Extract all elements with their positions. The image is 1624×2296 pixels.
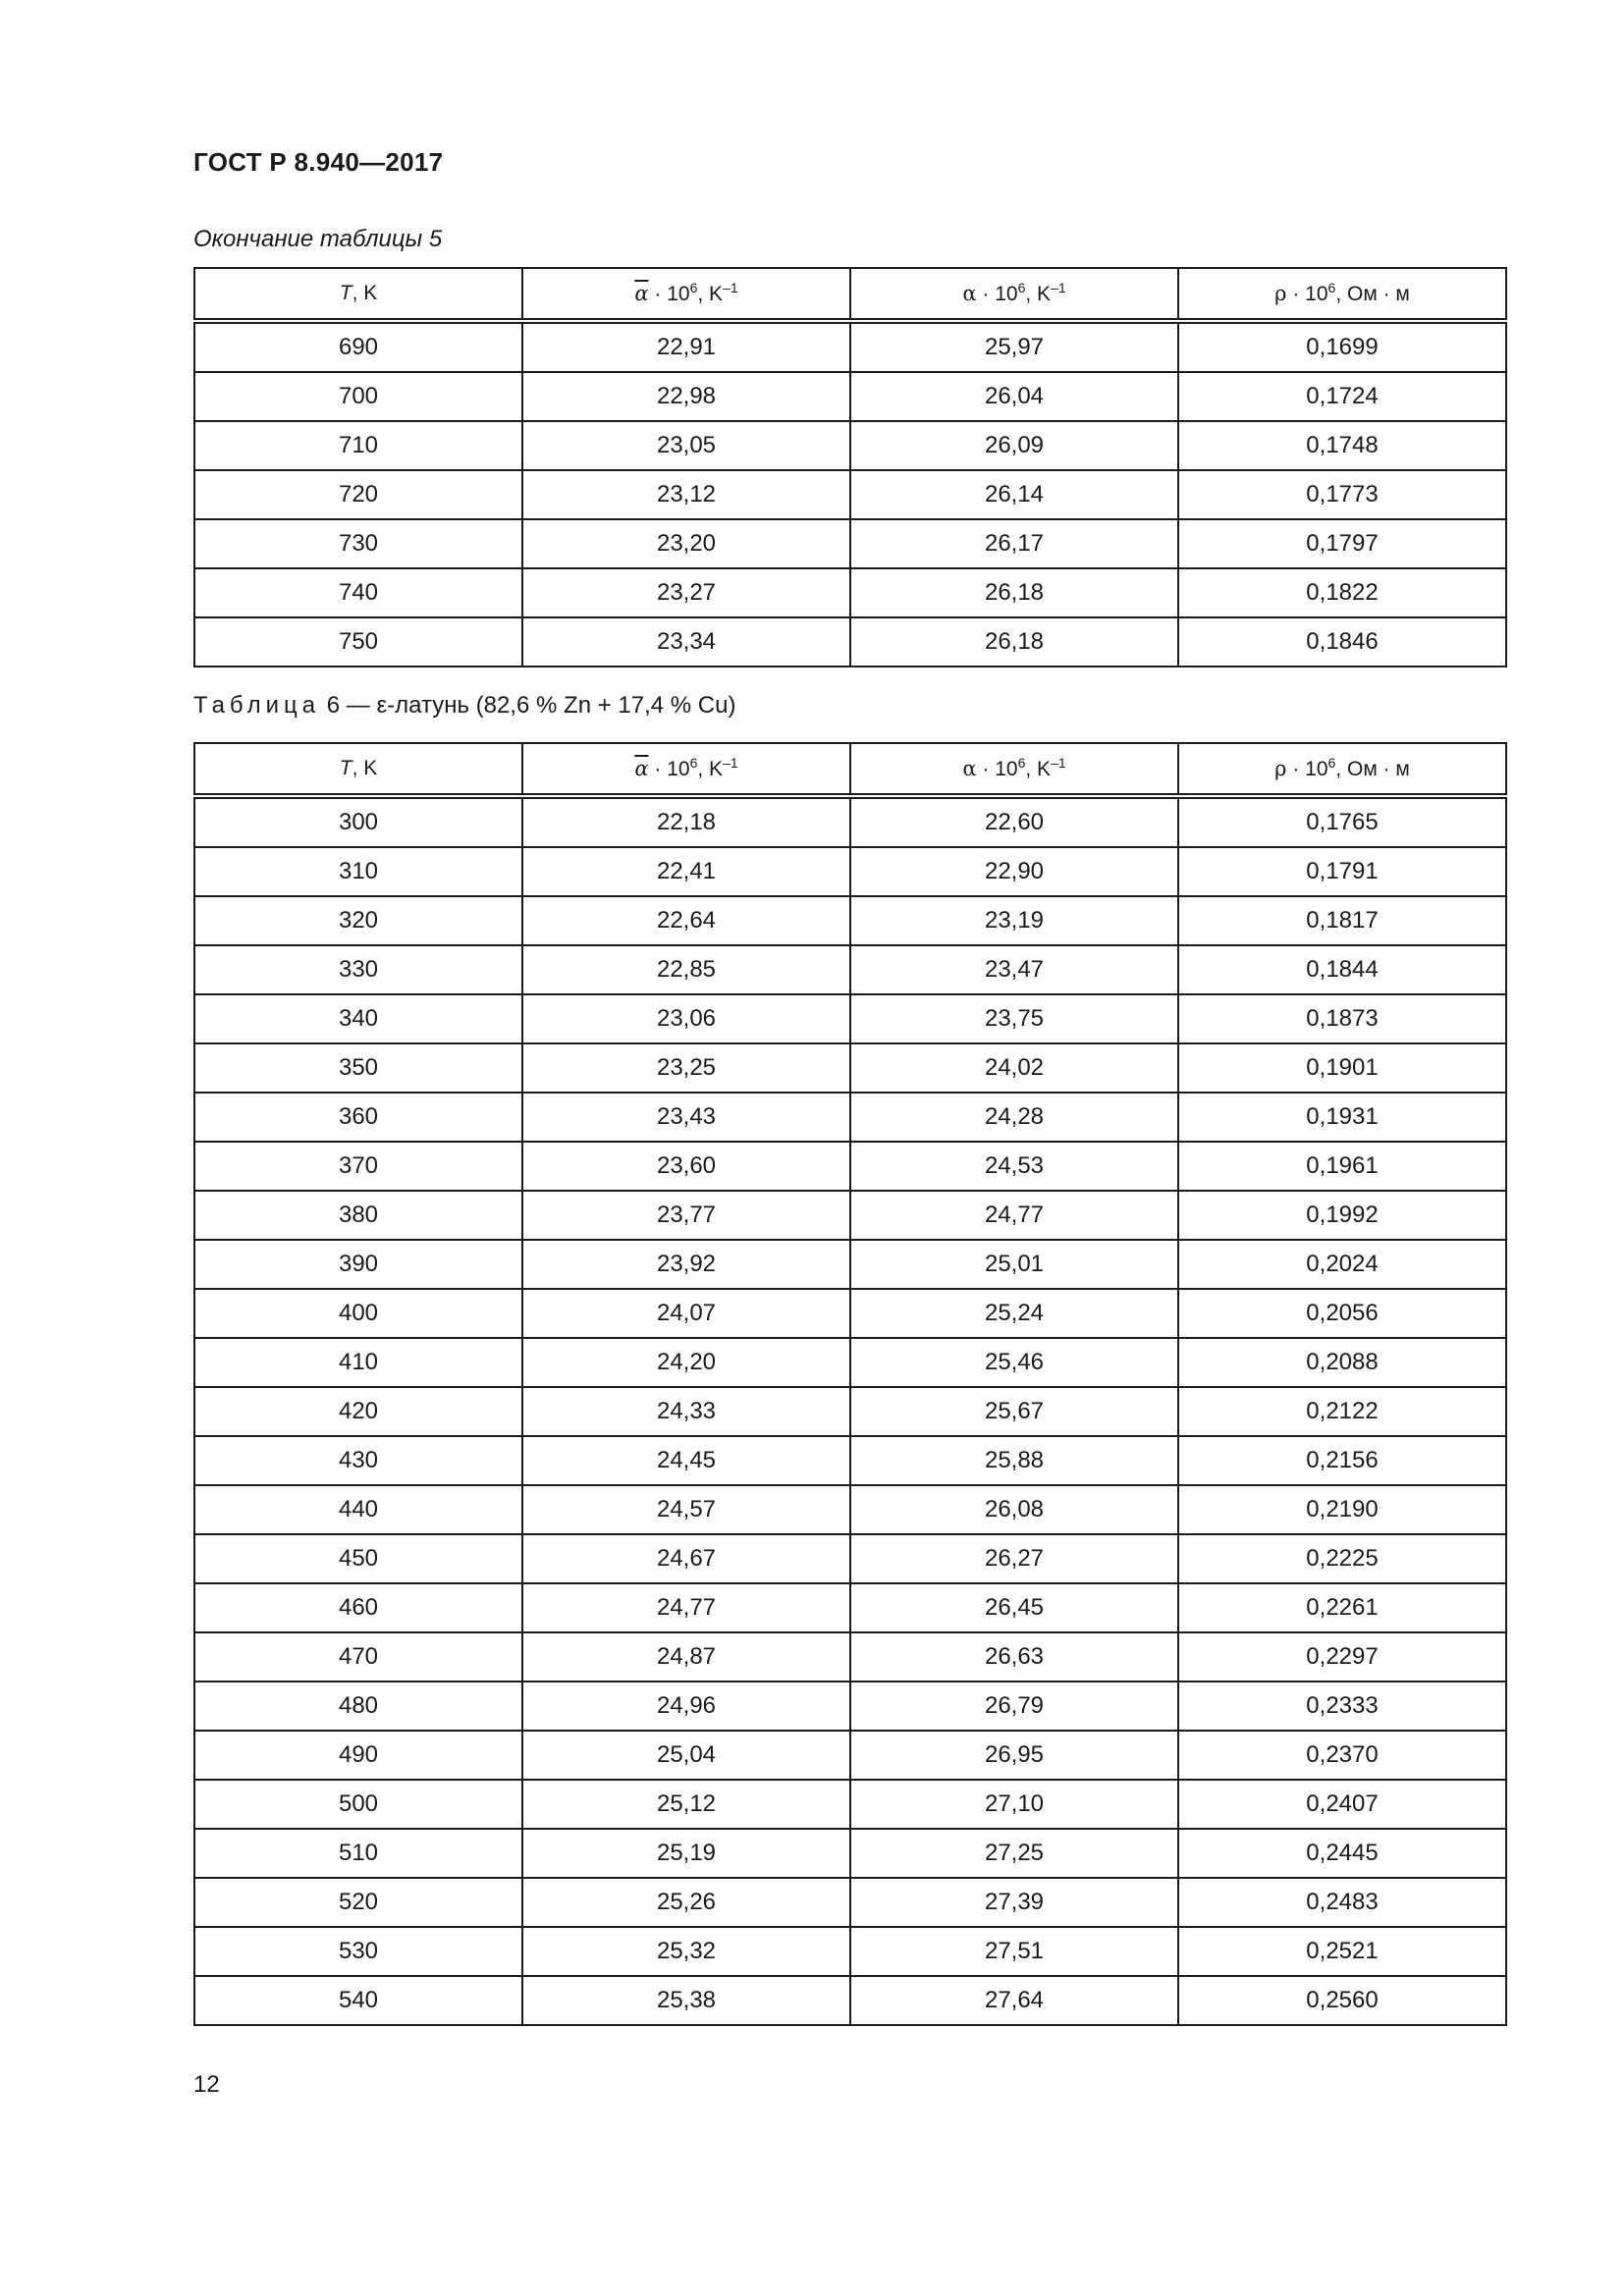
cell-resistivity: 0,1992 — [1178, 1191, 1506, 1240]
col-header-mean-expansion — [522, 268, 850, 321]
cell-resistivity: 0,1961 — [1178, 1142, 1506, 1191]
cell-temperature: 460 — [194, 1583, 522, 1632]
table6-body — [194, 796, 1506, 2025]
cell-resistivity: 0,2056 — [1178, 1289, 1506, 1338]
cell-expansion: 26,17 — [850, 519, 1178, 568]
cell-temperature: 530 — [194, 1927, 522, 1976]
table-row — [194, 994, 1506, 1043]
cell-temperature: 500 — [194, 1780, 522, 1829]
cell-temperature: 710 — [194, 421, 522, 470]
cell-temperature: 310 — [194, 847, 522, 896]
table-row — [194, 1583, 1506, 1632]
cell-mean-expansion: 25,12 — [522, 1780, 850, 1829]
cell-resistivity: 0,1765 — [1178, 796, 1506, 847]
cell-resistivity: 0,2370 — [1178, 1731, 1506, 1780]
table-row — [194, 1632, 1506, 1682]
cell-expansion: 25,24 — [850, 1289, 1178, 1338]
col-header-resistivity — [1178, 743, 1506, 796]
cell-temperature: 480 — [194, 1682, 522, 1731]
cell-resistivity: 0,1822 — [1178, 568, 1506, 617]
cell-expansion: 24,53 — [850, 1142, 1178, 1191]
cell-resistivity: 0,1817 — [1178, 896, 1506, 945]
cell-expansion: 26,08 — [850, 1485, 1178, 1534]
cell-temperature: 380 — [194, 1191, 522, 1240]
col-header-mean-expansion-unit-exp: –1 — [723, 279, 738, 295]
table6-caption-label: Таблица — [193, 692, 321, 719]
cell-mean-expansion: 23,43 — [522, 1093, 850, 1142]
cell-resistivity: 0,1724 — [1178, 372, 1506, 421]
cell-mean-expansion: 22,98 — [522, 372, 850, 421]
col-header-resistivity-unit: , Ом · м — [1335, 757, 1410, 780]
cell-temperature: 400 — [194, 1289, 522, 1338]
cell-temperature: 730 — [194, 519, 522, 568]
cell-expansion: 26,18 — [850, 568, 1178, 617]
cell-resistivity: 0,1797 — [1178, 519, 1506, 568]
table-row — [194, 1780, 1506, 1829]
table5-header-row — [194, 268, 1506, 321]
cell-temperature: 390 — [194, 1240, 522, 1289]
table-row — [194, 519, 1506, 568]
cell-mean-expansion: 24,67 — [522, 1534, 850, 1583]
cell-mean-expansion: 24,07 — [522, 1289, 850, 1338]
table5-body — [194, 321, 1506, 667]
cell-expansion: 26,95 — [850, 1731, 1178, 1780]
col-header-mean-expansion — [522, 743, 850, 796]
table-row — [194, 1731, 1506, 1780]
cell-resistivity: 0,2521 — [1178, 1927, 1506, 1976]
col-header-resistivity-unit: , Ом · м — [1335, 282, 1410, 305]
cell-expansion: 25,46 — [850, 1338, 1178, 1387]
col-header-temperature — [194, 268, 522, 321]
table-row — [194, 1387, 1506, 1436]
table-row — [194, 1338, 1506, 1387]
cell-resistivity: 0,1931 — [1178, 1093, 1506, 1142]
col-header-expansion — [850, 743, 1178, 796]
cell-mean-expansion: 22,85 — [522, 945, 850, 994]
table-row — [194, 1142, 1506, 1191]
col-header-mean-expansion-exp: 6 — [689, 754, 698, 771]
cell-mean-expansion: 23,05 — [522, 421, 850, 470]
cell-resistivity: 0,1873 — [1178, 994, 1506, 1043]
table-row — [194, 1534, 1506, 1583]
cell-resistivity: 0,2407 — [1178, 1780, 1506, 1829]
col-header-mean-expansion-unit: , K — [697, 282, 724, 305]
document-header: ГОСТ Р 8.940—2017 — [193, 147, 444, 177]
cell-resistivity: 0,2122 — [1178, 1387, 1506, 1436]
col-header-mean-expansion-exp: 6 — [689, 279, 698, 295]
cell-mean-expansion: 23,27 — [522, 568, 850, 617]
cell-temperature: 740 — [194, 568, 522, 617]
cell-mean-expansion: 23,77 — [522, 1191, 850, 1240]
cell-temperature: 430 — [194, 1436, 522, 1485]
table-row — [194, 1191, 1506, 1240]
cell-mean-expansion: 23,60 — [522, 1142, 850, 1191]
col-header-mean-expansion-symbol: $\overline{\alpha}$ — [634, 281, 649, 305]
cell-temperature: 470 — [194, 1632, 522, 1682]
col-header-temperature-unit: , K — [352, 282, 378, 304]
col-header-expansion-symbol: α — [962, 756, 977, 780]
cell-mean-expansion: 24,57 — [522, 1485, 850, 1534]
table-row — [194, 796, 1506, 847]
table6-caption-title: 6 — ε-латунь (82,6 % Zn + 17,4 % Cu) — [320, 692, 736, 719]
table-row — [194, 1485, 1506, 1534]
cell-mean-expansion: 24,33 — [522, 1387, 850, 1436]
table-row — [194, 896, 1506, 945]
cell-temperature: 540 — [194, 1976, 522, 2025]
table-row — [194, 372, 1506, 421]
col-header-mean-expansion-mid: · 10 — [648, 757, 690, 780]
table-row — [194, 1043, 1506, 1093]
cell-mean-expansion: 25,38 — [522, 1976, 850, 2025]
cell-temperature: 440 — [194, 1485, 522, 1534]
col-header-expansion-unit-exp: –1 — [1051, 279, 1066, 295]
cell-resistivity: 0,2445 — [1178, 1829, 1506, 1878]
cell-mean-expansion: 25,26 — [522, 1878, 850, 1927]
cell-mean-expansion: 25,04 — [522, 1731, 850, 1780]
col-header-expansion-symbol: α — [962, 281, 977, 305]
table-row — [194, 847, 1506, 896]
cell-expansion: 27,39 — [850, 1878, 1178, 1927]
col-header-temperature-symbol: T — [339, 757, 352, 779]
col-header-resistivity-symbol: ρ — [1274, 756, 1287, 780]
col-header-expansion-exp: 6 — [1017, 754, 1026, 771]
cell-mean-expansion: 24,45 — [522, 1436, 850, 1485]
cell-mean-expansion: 25,32 — [522, 1927, 850, 1976]
cell-expansion: 25,01 — [850, 1240, 1178, 1289]
col-header-expansion-unit: , K — [1025, 282, 1052, 305]
cell-expansion: 26,79 — [850, 1682, 1178, 1731]
cell-expansion: 22,60 — [850, 796, 1178, 847]
cell-expansion: 27,64 — [850, 1976, 1178, 2025]
cell-temperature: 520 — [194, 1878, 522, 1927]
cell-resistivity: 0,2024 — [1178, 1240, 1506, 1289]
table5 — [193, 267, 1507, 667]
cell-expansion: 23,47 — [850, 945, 1178, 994]
col-header-resistivity-exp: 6 — [1327, 279, 1336, 295]
cell-temperature: 340 — [194, 994, 522, 1043]
cell-resistivity: 0,2261 — [1178, 1583, 1506, 1632]
cell-expansion: 23,19 — [850, 896, 1178, 945]
cell-resistivity: 0,1791 — [1178, 847, 1506, 896]
cell-expansion: 26,27 — [850, 1534, 1178, 1583]
cell-temperature: 360 — [194, 1093, 522, 1142]
cell-resistivity: 0,2483 — [1178, 1878, 1506, 1927]
table6-caption — [193, 692, 735, 720]
cell-expansion: 25,88 — [850, 1436, 1178, 1485]
table-row — [194, 421, 1506, 470]
cell-mean-expansion: 23,20 — [522, 519, 850, 568]
cell-mean-expansion: 23,12 — [522, 470, 850, 519]
cell-resistivity: 0,1699 — [1178, 321, 1506, 372]
cell-resistivity: 0,2088 — [1178, 1338, 1506, 1387]
cell-expansion: 26,45 — [850, 1583, 1178, 1632]
col-header-expansion-unit-exp: –1 — [1051, 754, 1066, 771]
cell-expansion: 22,90 — [850, 847, 1178, 896]
col-header-temperature-unit: , K — [352, 757, 378, 779]
table-row — [194, 1682, 1506, 1731]
table-row — [194, 568, 1506, 617]
cell-temperature: 510 — [194, 1829, 522, 1878]
cell-mean-expansion: 22,18 — [522, 796, 850, 847]
col-header-expansion-mid: · 10 — [976, 282, 1018, 305]
cell-temperature: 300 — [194, 796, 522, 847]
table-row — [194, 1289, 1506, 1338]
cell-mean-expansion: 23,92 — [522, 1240, 850, 1289]
table-row — [194, 945, 1506, 994]
table-row — [194, 1927, 1506, 1976]
cell-expansion: 27,10 — [850, 1780, 1178, 1829]
cell-expansion: 25,97 — [850, 321, 1178, 372]
cell-expansion: 24,02 — [850, 1043, 1178, 1093]
cell-temperature: 420 — [194, 1387, 522, 1436]
cell-expansion: 26,09 — [850, 421, 1178, 470]
table-row — [194, 1093, 1506, 1142]
col-header-expansion-unit: , K — [1025, 757, 1052, 780]
table-row — [194, 1829, 1506, 1878]
table5-caption: Окончание таблицы 5 — [193, 226, 443, 252]
col-header-resistivity-mid: · 10 — [1286, 282, 1328, 305]
cell-expansion: 27,25 — [850, 1829, 1178, 1878]
cell-resistivity: 0,2225 — [1178, 1534, 1506, 1583]
col-header-mean-expansion-unit: , K — [697, 757, 724, 780]
cell-mean-expansion: 23,25 — [522, 1043, 850, 1093]
cell-mean-expansion: 25,19 — [522, 1829, 850, 1878]
table-row — [194, 1436, 1506, 1485]
table-row — [194, 617, 1506, 667]
cell-resistivity: 0,1773 — [1178, 470, 1506, 519]
table-row — [194, 321, 1506, 372]
cell-expansion: 26,18 — [850, 617, 1178, 667]
col-header-temperature-symbol: T — [339, 282, 352, 304]
cell-resistivity: 0,2297 — [1178, 1632, 1506, 1682]
cell-mean-expansion: 23,06 — [522, 994, 850, 1043]
cell-temperature: 330 — [194, 945, 522, 994]
col-header-resistivity — [1178, 268, 1506, 321]
col-header-mean-expansion-mid: · 10 — [648, 282, 690, 305]
table-row — [194, 470, 1506, 519]
cell-temperature: 370 — [194, 1142, 522, 1191]
col-header-temperature — [194, 743, 522, 796]
page-number: 12 — [193, 2071, 220, 2098]
cell-resistivity: 0,2560 — [1178, 1976, 1506, 2025]
cell-resistivity: 0,1748 — [1178, 421, 1506, 470]
cell-temperature: 350 — [194, 1043, 522, 1093]
cell-expansion: 26,63 — [850, 1632, 1178, 1682]
cell-resistivity: 0,2333 — [1178, 1682, 1506, 1731]
col-header-mean-expansion-symbol: $\overline{\alpha}$ — [634, 756, 649, 780]
cell-mean-expansion: 23,34 — [522, 617, 850, 667]
cell-mean-expansion: 22,64 — [522, 896, 850, 945]
cell-mean-expansion: 22,41 — [522, 847, 850, 896]
col-header-expansion-exp: 6 — [1017, 279, 1026, 295]
cell-expansion: 27,51 — [850, 1927, 1178, 1976]
cell-temperature: 690 — [194, 321, 522, 372]
cell-resistivity: 0,2156 — [1178, 1436, 1506, 1485]
table-row — [194, 1240, 1506, 1289]
cell-mean-expansion: 24,87 — [522, 1632, 850, 1682]
cell-temperature: 750 — [194, 617, 522, 667]
col-header-expansion — [850, 268, 1178, 321]
table-row — [194, 1976, 1506, 2025]
table-row — [194, 1878, 1506, 1927]
cell-temperature: 490 — [194, 1731, 522, 1780]
cell-temperature: 450 — [194, 1534, 522, 1583]
cell-temperature: 410 — [194, 1338, 522, 1387]
table6 — [193, 742, 1507, 2026]
cell-mean-expansion: 22,91 — [522, 321, 850, 372]
cell-mean-expansion: 24,20 — [522, 1338, 850, 1387]
cell-expansion: 26,14 — [850, 470, 1178, 519]
col-header-resistivity-mid: · 10 — [1286, 757, 1328, 780]
cell-mean-expansion: 24,96 — [522, 1682, 850, 1731]
cell-resistivity: 0,1901 — [1178, 1043, 1506, 1093]
table6-header-row — [194, 743, 1506, 796]
cell-expansion: 24,77 — [850, 1191, 1178, 1240]
cell-temperature: 700 — [194, 372, 522, 421]
col-header-mean-expansion-unit-exp: –1 — [723, 754, 738, 771]
cell-expansion: 26,04 — [850, 372, 1178, 421]
cell-expansion: 24,28 — [850, 1093, 1178, 1142]
cell-mean-expansion: 24,77 — [522, 1583, 850, 1632]
cell-temperature: 720 — [194, 470, 522, 519]
col-header-expansion-mid: · 10 — [976, 757, 1018, 780]
cell-expansion: 25,67 — [850, 1387, 1178, 1436]
cell-resistivity: 0,1846 — [1178, 617, 1506, 667]
col-header-resistivity-symbol: ρ — [1274, 281, 1287, 305]
cell-resistivity: 0,2190 — [1178, 1485, 1506, 1534]
col-header-resistivity-exp: 6 — [1327, 754, 1336, 771]
cell-resistivity: 0,1844 — [1178, 945, 1506, 994]
cell-temperature: 320 — [194, 896, 522, 945]
cell-expansion: 23,75 — [850, 994, 1178, 1043]
